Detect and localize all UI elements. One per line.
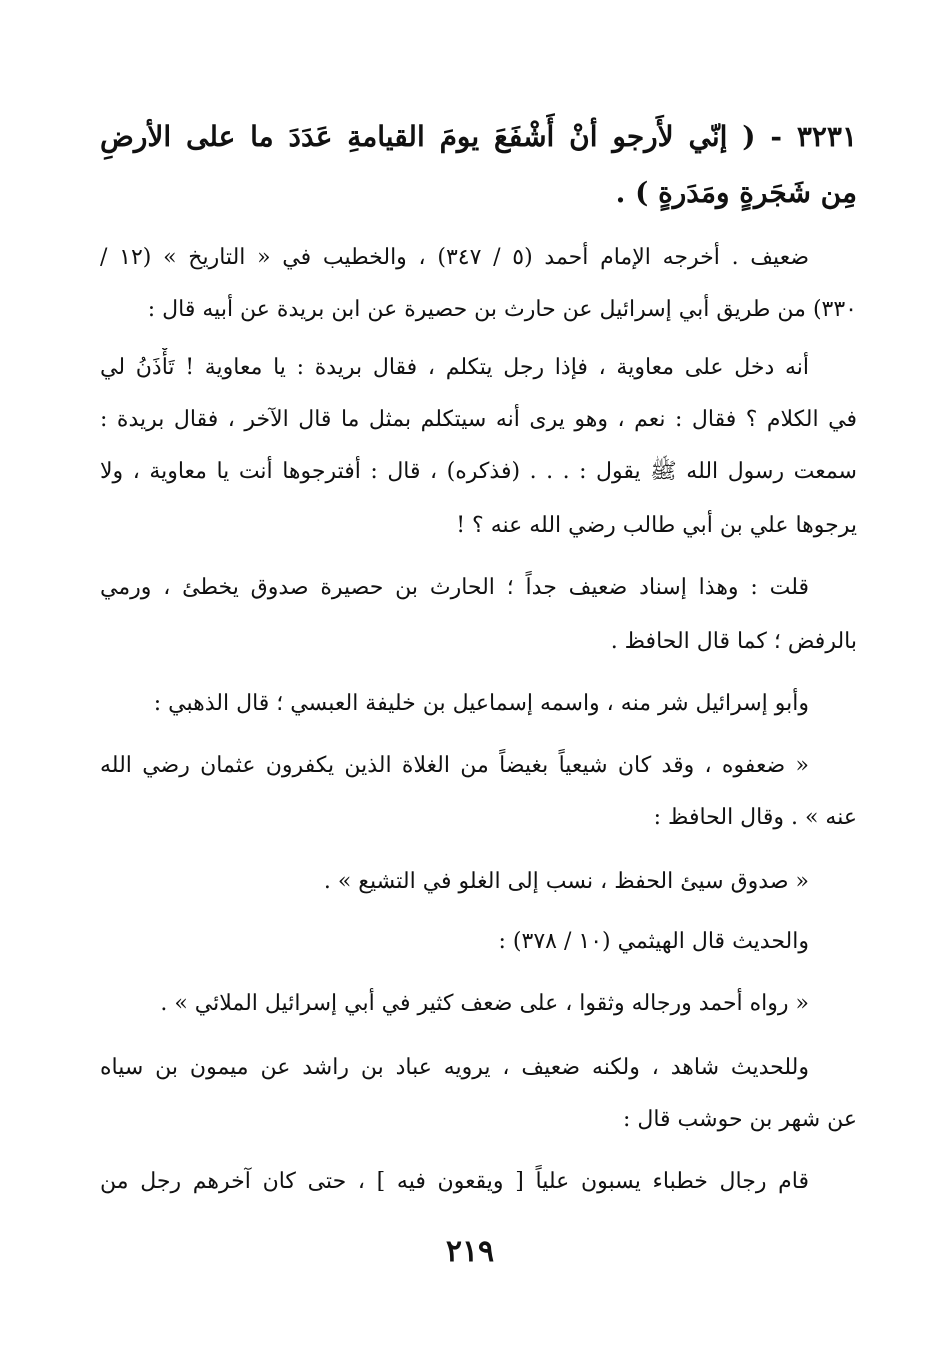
dhahabi-quote-line-1: « ضعفوه ، وقد كان شيعياً بغيضاً من الغلاة الذين يكفرون عثمان رضي الله bbox=[100, 753, 809, 778]
shahid-line-1: وللحديث شاهد ، ولكنه ضعيف ، يرويه عباد بن راشد عن ميمون بن سياه bbox=[100, 1055, 809, 1080]
haythami-quote-line: « رواه أحمد ورجاله وثقوا ، على ضعف كثير في أبي إسرائيل الملائي » . bbox=[160, 991, 809, 1016]
hafiz-quote-line: « صدوق سيئ الحفظ ، نسب إلى الغلو في التشيع » . bbox=[323, 869, 809, 894]
qissa-line-2: في الكلام ؟ فقال : نعم ، وهو يرى أنه سيتكلم بمثل ما قال الآخر ، فقال بريدة : bbox=[100, 407, 857, 432]
qultu-line-1: قلت : وهذا إسناد ضعيف جداً ؛ الحارث بن حصيرة صدوق يخطئ ، ورمي bbox=[100, 575, 809, 600]
takhrij-line-2: ٣٣٠) من طريق أبي إسرائيل عن حارث بن حصيرة عن ابن بريدة عن أبيه قال : bbox=[147, 297, 857, 322]
abu-israil-line: وأبو إسرائيل شر منه ، واسمه إسماعيل بن خليفة العبسي ؛ قال الذهبي : bbox=[153, 691, 809, 716]
dhahabi-quote-line-2: عنه » . وقال الحافظ : bbox=[653, 805, 857, 830]
qissa-line-4: يرجوها علي بن أبي طالب رضي الله عنه ؟ ! bbox=[456, 513, 857, 538]
page-number: ٢١٩ bbox=[445, 1234, 495, 1269]
hadith-heading-line-2: مِن شَجَرةٍ ومَدَرةٍ ) . bbox=[615, 176, 857, 209]
takhrij-line-1: ضعيف . أخرجه الإمام أحمد (٥ / ٣٤٧) ، والخطيب في « التاريخ » (١٢ / bbox=[100, 245, 809, 270]
hadith-heading-line-1: ٣٢٣١ - ( إنّي لأَرجو أنْ أَشْفَعَ يومَ القيامةِ عَدَدَ ما على الأرضِ bbox=[100, 120, 857, 153]
haythami-line: والحديث قال الهيثمي (١٠ / ٣٧٨) : bbox=[498, 929, 809, 954]
shahid-line-2: عن شهر بن حوشب قال : bbox=[622, 1107, 857, 1132]
qissa-line-3: سمعت رسول الله ﷺ يقول : . . . (فذكره) ، قال : أفترجوها أنت يا معاوية ، ولا bbox=[100, 459, 857, 484]
qissa-line-1: أنه دخل على معاوية ، فإذا رجل يتكلم ، فقال بريدة : يا معاوية ! تَأْذَنُ لي bbox=[100, 355, 809, 380]
qultu-line-2: بالرفض ؛ كما قال الحافظ . bbox=[610, 629, 857, 654]
qama-line: قام رجال خطباء يسبون علياً [ ويقعون فيه ] ، حتى كان آخرهم رجل من bbox=[100, 1169, 809, 1194]
